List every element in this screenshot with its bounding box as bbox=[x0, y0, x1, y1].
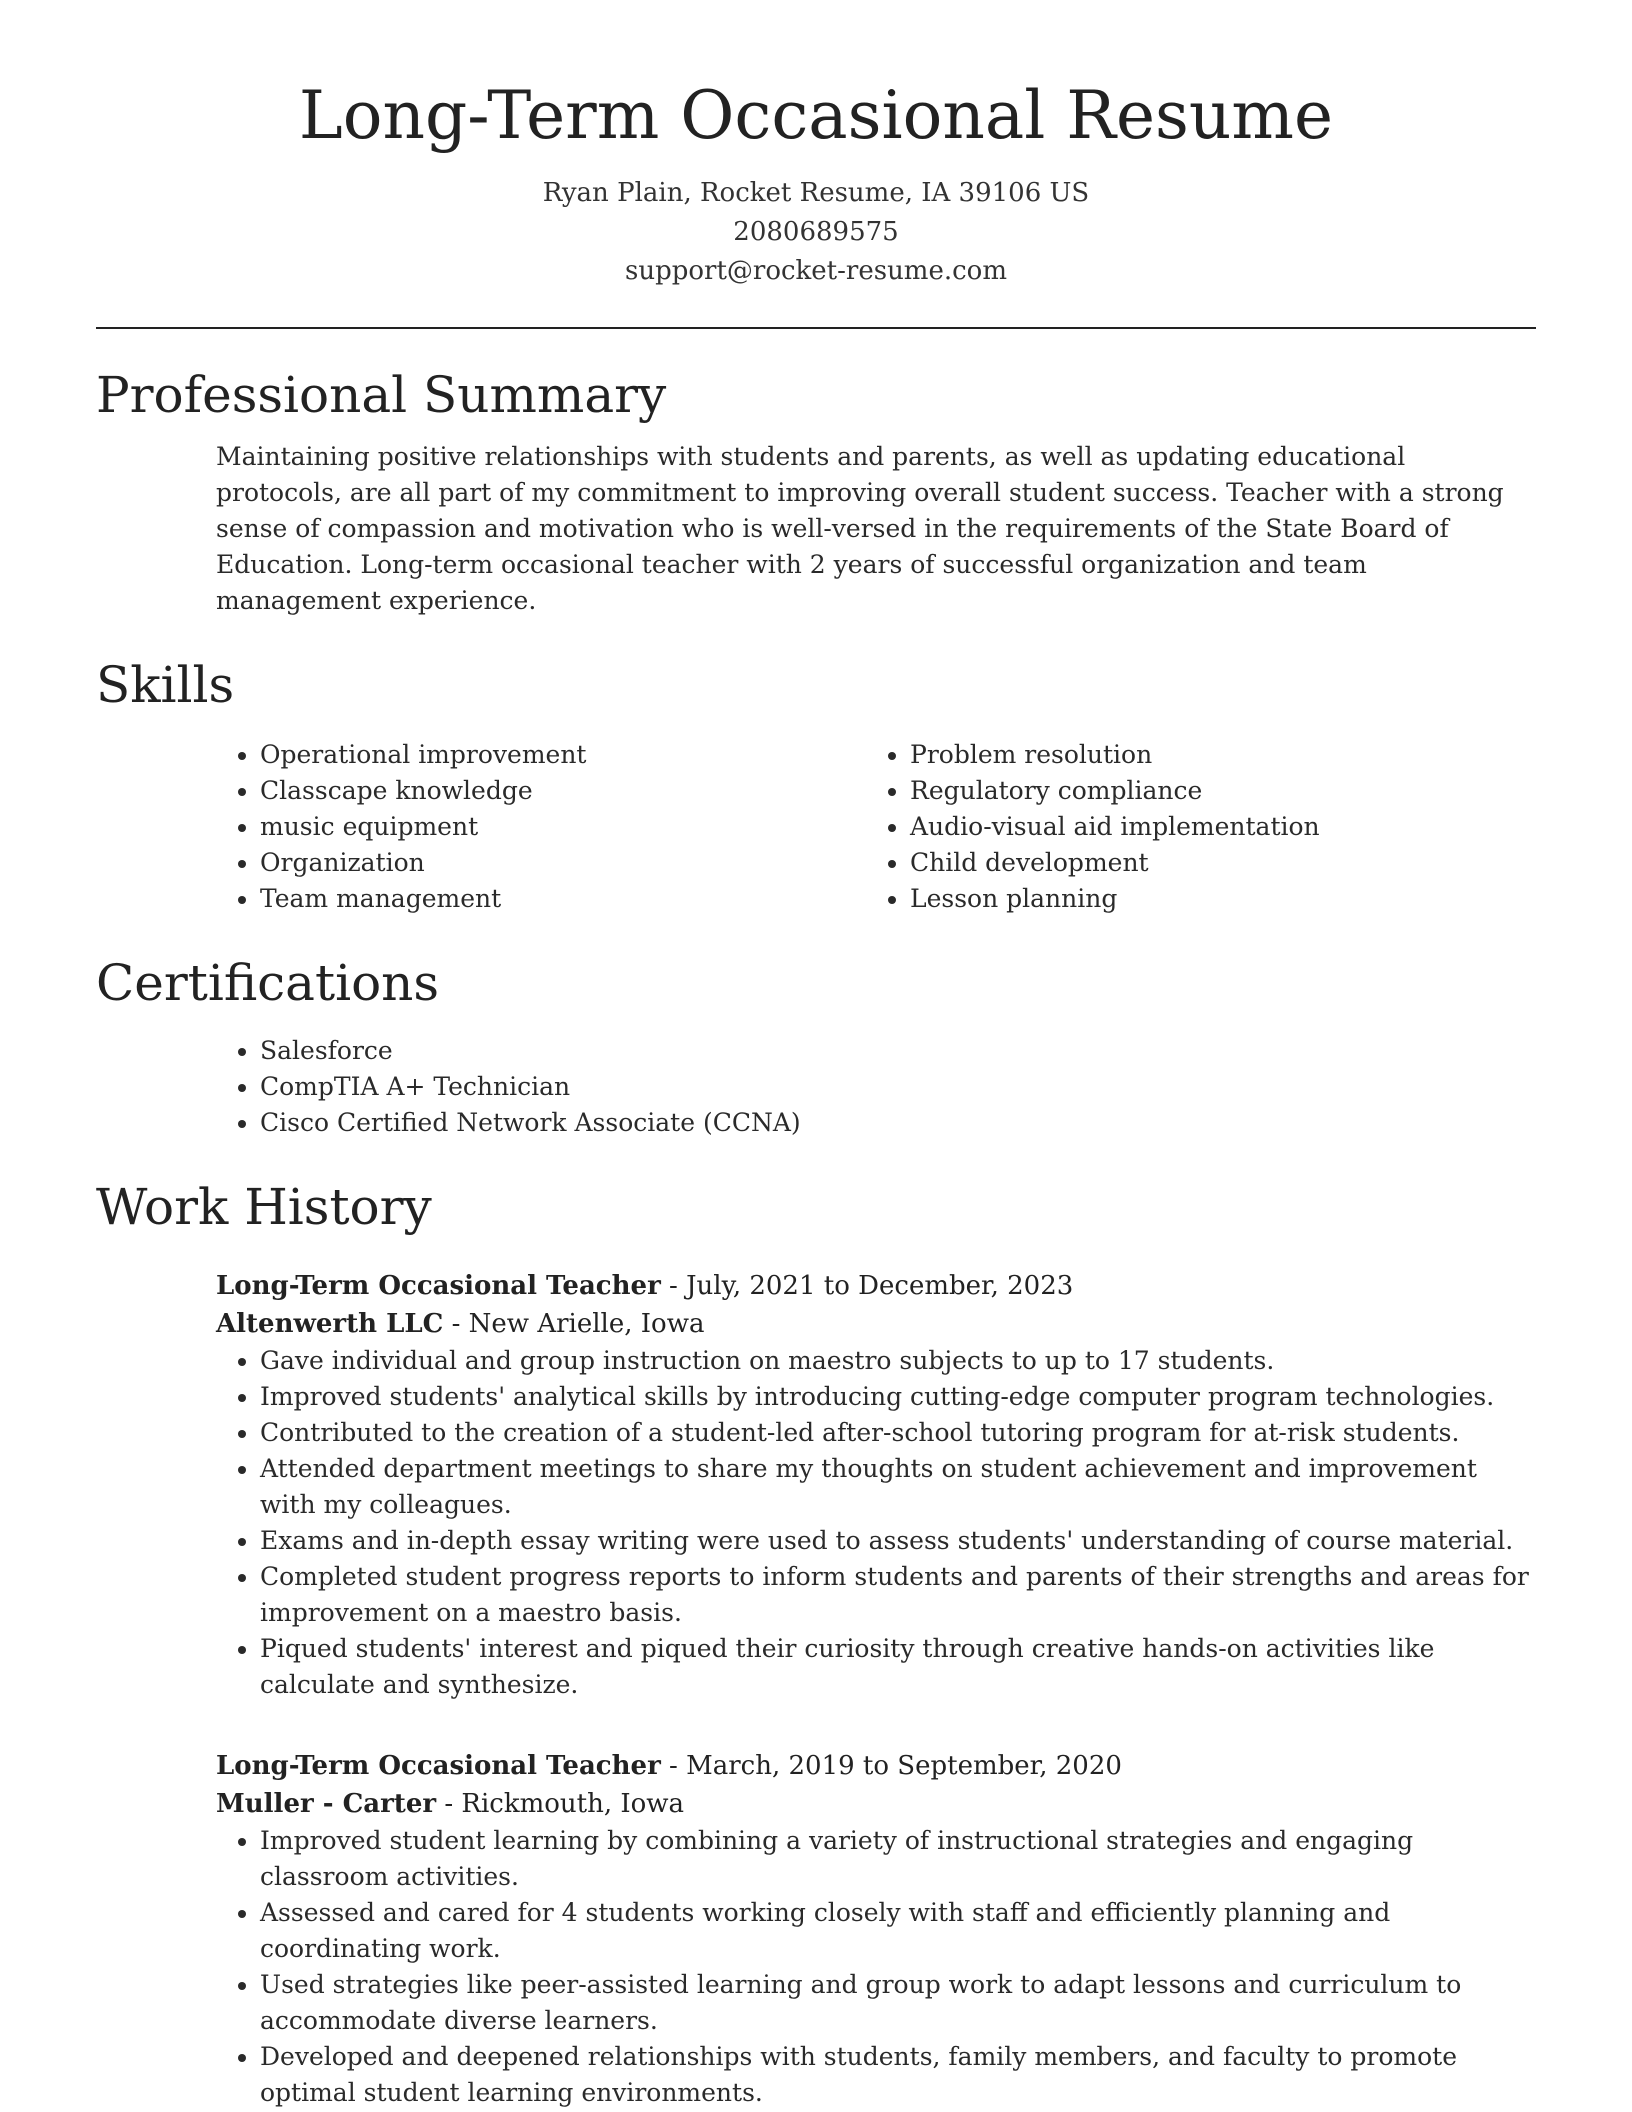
skill-item: • Child development bbox=[910, 845, 1516, 881]
work-history-heading: Work History bbox=[96, 1177, 432, 1236]
skills-list-right bbox=[866, 737, 1516, 917]
job-bullet-list bbox=[216, 1823, 1536, 2111]
job-title: Long-Term Occasional Teacher bbox=[216, 1750, 661, 1781]
header-divider bbox=[96, 327, 1536, 329]
job-bullet: • Gave individual and group instruction on maestro subjects to up to 17 students. bbox=[260, 1343, 1536, 1379]
job-dates: - March, 2019 to September, 2020 bbox=[669, 1750, 1122, 1781]
skill-item: • Audio-visual aid implementation bbox=[910, 809, 1516, 845]
job-title-line bbox=[216, 1267, 1536, 1305]
contact-phone: 2080689575 bbox=[733, 216, 899, 247]
skill-item: • Team management bbox=[260, 881, 866, 917]
job-location: - Rickmouth, Iowa bbox=[444, 1788, 685, 1819]
summary-text: Maintaining positive relationships with students and parents, as well as updating educational protocols, are all part of my commitment to improving overall student success. Teacher with a strong sense of compassion and motivation who is well-versed in the requirements of the State Board of Education. Long-term occasional teacher with 2 years of successful organization and team management experience. bbox=[216, 441, 1504, 615]
certifications-list bbox=[216, 1033, 1536, 1141]
job-bullet: • Exams and in-depth essay writing were used to assess students' understanding of course material. bbox=[260, 1523, 1536, 1559]
work-history-section bbox=[96, 1177, 1536, 2111]
job-bullet: • Contributed to the creation of a student-led after-school tutoring program for at-risk students. bbox=[260, 1415, 1536, 1451]
certification-item: • Cisco Certified Network Associate (CCNA) bbox=[260, 1105, 1536, 1141]
skills-column-left bbox=[216, 737, 866, 917]
job-dates: - July, 2021 to December, 2023 bbox=[669, 1270, 1074, 1301]
skills-column-right bbox=[866, 737, 1516, 917]
skill-item: • Organization bbox=[260, 845, 866, 881]
job-bullet: • Improved students' analytical skills by introducing cutting-edge computer program technologies. bbox=[260, 1379, 1536, 1415]
contact-email: support@rocket-resume.com bbox=[624, 255, 1007, 286]
skills-heading: Skills bbox=[96, 655, 235, 714]
skill-item: • Classcape knowledge bbox=[260, 773, 866, 809]
certification-item: • CompTIA A+ Technician bbox=[260, 1069, 1536, 1105]
resume-header bbox=[96, 0, 1536, 291]
job-location: - New Arielle, Iowa bbox=[451, 1308, 705, 1339]
job-company: Altenwerth LLC bbox=[216, 1308, 444, 1339]
skill-item: • Lesson planning bbox=[910, 881, 1516, 917]
skill-item: • Problem resolution bbox=[910, 737, 1516, 773]
certifications-block bbox=[96, 1033, 1536, 1141]
job-bullet: • Attended department meetings to share my thoughts on student achievement and improvement with my colleagues. bbox=[260, 1451, 1536, 1523]
job-company-line bbox=[216, 1785, 1536, 1823]
job-title: Long-Term Occasional Teacher bbox=[216, 1270, 661, 1301]
certification-item: • Salesforce bbox=[260, 1033, 1536, 1069]
skill-item: • Operational improvement bbox=[260, 737, 866, 773]
job-bullet: • Piqued students' interest and piqued their curiosity through creative hands-on activities like calculate and synthesize. bbox=[260, 1631, 1536, 1703]
job-entry bbox=[96, 1267, 1536, 1703]
skills-list-left bbox=[216, 737, 866, 917]
summary-heading: Professional Summary bbox=[96, 365, 667, 424]
job-bullet: • Completed student progress reports to inform students and parents of their strengths and areas for improvement on a maestro basis. bbox=[260, 1559, 1536, 1631]
job-title-line bbox=[216, 1747, 1536, 1785]
certifications-section bbox=[96, 953, 1536, 1141]
skills-grid bbox=[96, 737, 1536, 917]
certifications-heading: Certifications bbox=[96, 953, 440, 1012]
job-bullet: • Used strategies like peer-assisted learning and group work to adapt lessons and curriculum to accommodate diverse learners. bbox=[260, 1967, 1536, 2039]
job-company: Muller - Carter bbox=[216, 1788, 437, 1819]
job-bullet: • Developed and deepened relationships with students, family members, and faculty to promote optimal student learning environments. bbox=[260, 2039, 1536, 2111]
job-bullet: • Improved student learning by combining a variety of instructional strategies and engaging classroom activities. bbox=[260, 1823, 1536, 1895]
job-bullet: • Assessed and cared for 4 students working closely with staff and efficiently planning and coordinating work. bbox=[260, 1895, 1536, 1967]
contact-address: Ryan Plain, Rocket Resume, IA 39106 US bbox=[542, 177, 1090, 208]
summary-section bbox=[96, 365, 1536, 619]
job-entry bbox=[96, 1747, 1536, 2111]
resume-title: Long-Term Occasional Resume bbox=[298, 77, 1334, 154]
skill-item: • Regulatory compliance bbox=[910, 773, 1516, 809]
skill-item: • music equipment bbox=[260, 809, 866, 845]
job-company-line bbox=[216, 1305, 1536, 1343]
job-bullet-list bbox=[216, 1343, 1536, 1703]
skills-section bbox=[96, 655, 1536, 917]
